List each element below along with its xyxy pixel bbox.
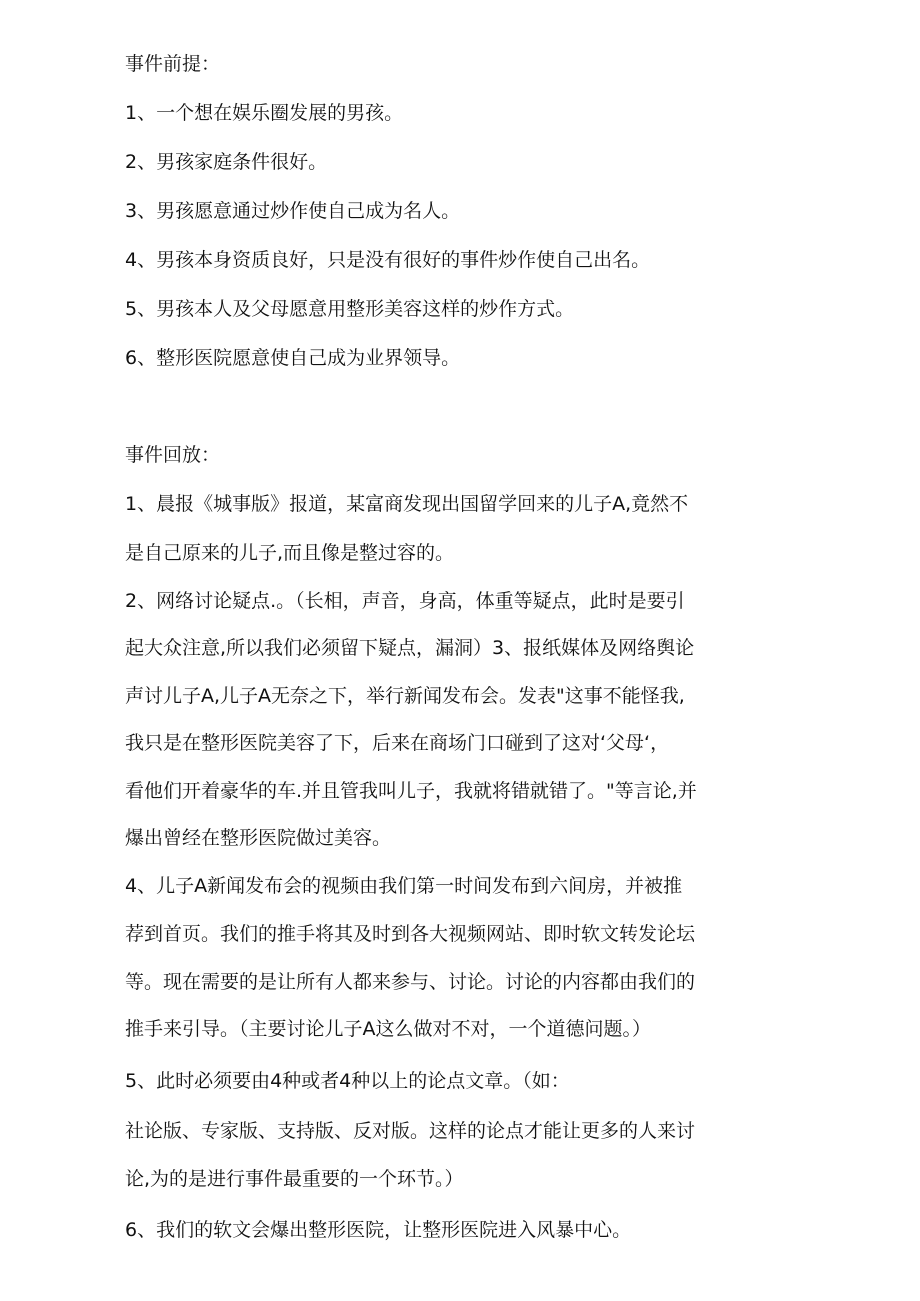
premise-item-1: 1、一个想在娱乐圈发展的男孩。: [125, 102, 404, 124]
replay-line-10: 荐到首页。我们的推手将其及时到各大视频网站、即时软文转发论坛: [125, 923, 696, 945]
replay-line-15: 论,为的是进行事件最重要的一个环节。）: [125, 1168, 464, 1190]
premise-item-5: 5、男孩本人及父母愿意用整形美容这样的炒作方式。: [125, 298, 575, 320]
section-heading-premise: 事件前提：: [125, 53, 221, 75]
replay-line-4: 起大众注意,所以我们必须留下疑点，漏洞）3、报纸媒体及网络舆论: [125, 637, 695, 659]
replay-line-7: 看他们开着豪华的车.并且管我叫儿子，我就将错就错了。"等言论,并: [125, 780, 697, 802]
replay-line-11: 等。现在需要的是让所有人都来参与、讨论。讨论的内容都由我们的: [125, 971, 696, 993]
replay-line-16: 6、我们的软文会爆出整形医院，让整形医院进入风暴中心。: [125, 1219, 632, 1241]
replay-line-5: 声讨儿子A,儿子A无奈之下，举行新闻发布会。发表"这事不能怪我,: [125, 685, 685, 707]
premise-item-6: 6、整形医院愿意使自己成为业界领导。: [125, 347, 461, 369]
premise-item-4: 4、男孩本身资质良好，只是没有很好的事件炒作使自己出名。: [125, 249, 651, 271]
replay-line-8: 爆出曾经在整形医院做过美容。: [125, 827, 392, 849]
replay-line-2: 是自己原来的儿子,而且像是整过容的。: [125, 542, 455, 564]
replay-line-1: 1、晨报《城事版》报道，某富商发现出国留学回来的儿子A,竟然不: [125, 493, 689, 515]
replay-line-12: 推手来引导。（主要讨论儿子A这么做对不对，一个道德问题。）: [125, 1018, 651, 1040]
premise-item-3: 3、男孩愿意通过炒作使自己成为名人。: [125, 200, 461, 222]
replay-line-9: 4、儿子A新闻发布会的视频由我们第一时间发布到六间房，并被推: [125, 875, 683, 897]
replay-line-14: 社论版、专家版、支持版、反对版。这样的论点才能让更多的人来讨: [125, 1120, 696, 1142]
replay-line-6: 我只是在整形医院美容了下，后来在商场门口碰到了这对‘父母‘，: [125, 732, 670, 754]
replay-line-3: 2、网络讨论疑点.。（长相，声音，身高，体重等疑点，此时是要引: [125, 590, 685, 612]
premise-item-2: 2、男孩家庭条件很好。: [125, 151, 328, 173]
replay-line-13: 5、此时必须要由4种或者4种以上的论点文章。（如：: [125, 1070, 570, 1092]
section-heading-replay: 事件回放：: [125, 444, 221, 466]
